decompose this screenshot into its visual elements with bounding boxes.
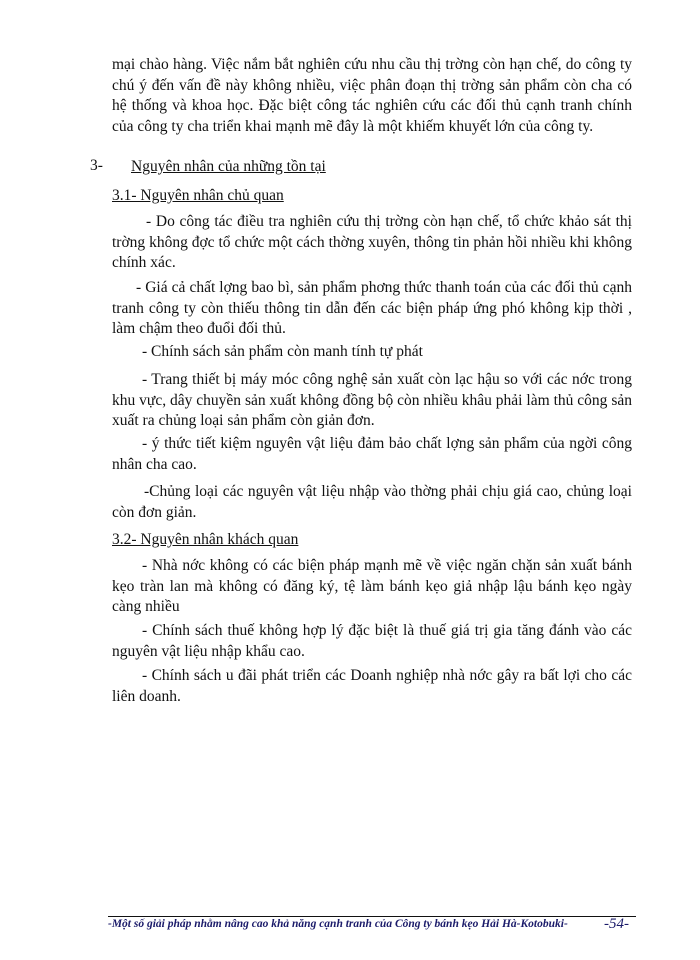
section-title: Nguyên nhân của những tồn tại (131, 158, 326, 175)
paragraph-subjective-4: - Trang thiết bị máy móc công nghệ sản xuất còn lạc hậu so với các nớc trong khu vực, dây chuyền sản xuất không đồng bộ còn nhiều khâu phải làm thủ công sản xuất ra chủng loại sản phẩm còn giản đơn. (112, 371, 632, 429)
paragraph-objective-3: - Chính sách u đãi phát triển các Doanh nghiệp nhà nớc gây ra bất lợi cho các liên doanh. (112, 667, 632, 705)
subsection-title-subjective: 3.1- Nguyên nhân chủ quan (112, 187, 284, 204)
subsection-title-objective: 3.2- Nguyên nhân khách quan (112, 531, 299, 548)
paragraph-objective-1: - Nhà nớc không có các biện pháp mạnh mẽ về việc ngăn chặn sản xuất bánh kẹo tràn lan mà không có đăng ký, tệ làm bánh kẹo giả nhập lậu bánh kẹo ngày càng nhiều (112, 557, 632, 615)
paragraph-objective-2: - Chính sách thuế không hợp lý đặc biệt là thuế giá trị gia tăng đánh vào các nguyên vật liệu nhập khẩu cao. (112, 622, 632, 660)
footer-divider (108, 916, 636, 917)
paragraph-subjective-5: - ý thức tiết kiệm nguyên vật liệu đảm bảo chất lợng sản phẩm của ngời công nhân cha cao. (112, 435, 632, 473)
paragraph-subjective-3: - Chính sách sản phẩm còn manh tính tự phát (142, 343, 423, 360)
paragraph-subjective-6: -Chủng loại các nguyên vật liệu nhập vào thờng phải chịu giá cao, chủng loại còn đơn giản. (112, 483, 632, 521)
paragraph-subjective-2: - Giá cả chất lợng bao bì, sản phẩm phơng thức thanh toán của các đối thủ cạnh tranh công ty còn thiếu thông tin dẫn đến các biện pháp ứng phó không kịp thời , làm chậm theo đuổi đối thủ. (112, 279, 632, 337)
paragraph-subjective-1: - Do công tác điều tra nghiên cứu thị trờng còn hạn chế, tổ chức khảo sát thị trờng không đợc tổ chức một cách thờng xuyên, thông tin phản hồi nhiều khi không chính xác. (112, 213, 632, 271)
section-number: 3- (90, 157, 103, 174)
footer-text: -Một số giải pháp nhằm nâng cao khả năng cạnh tranh của Công ty bánh kẹo Hải Hà-Kotobuki- (108, 918, 568, 930)
page-number: -54- (604, 916, 629, 932)
paragraph-intro: mại chào hàng. Việc nắm bắt nghiên cứu nhu cầu thị trờng còn hạn chế, do công ty chú ý đến vấn đề này không nhiều, việc phân đoạn thị trờng sản phẩm còn cha có hệ thống và khoa học. Đặc biệt công tác nghiên cứu các đối thủ cạnh tranh chính của công ty cha triển khai mạnh mẽ đây là một khiếm khuyết lớn của công ty. (112, 56, 632, 135)
